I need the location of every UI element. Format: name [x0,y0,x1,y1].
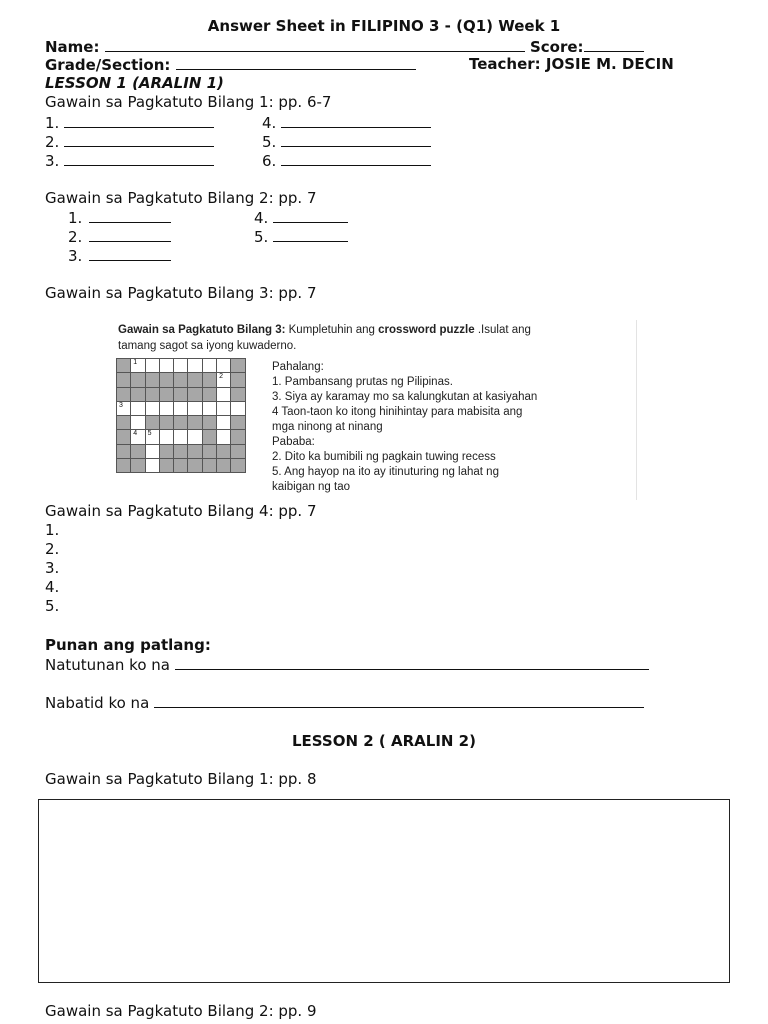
crossword-clues [272,360,537,495]
punan-title: Punan ang patlang: [45,636,211,654]
score-blank[interactable] [584,37,644,52]
g2-num: 2. [68,228,83,246]
g2-num: 4. [254,209,269,227]
score-label: Score: [529,38,584,56]
l2-g1-title: Gawain sa Pagkatuto Bilang 1: pp. 8 [45,770,317,788]
grade-label: Grade/Section: [45,56,171,74]
lesson2-title: LESSON 2 ( ARALIN 2) [292,732,476,750]
g1-title: Gawain sa Pagkatuto Bilang 1: pp. 6-7 [45,93,332,111]
cell-number: 4 [133,430,138,438]
cell-number: 5 [147,430,152,438]
g1-right-list [262,113,431,170]
instruction-bold: crossword puzzle [378,324,475,336]
cell-number: 3 [119,401,123,409]
g4-item[interactable]: 1. [45,521,60,539]
g4-item[interactable]: 2. [45,540,60,558]
g1-num: 5. [262,133,277,151]
nabatid-label: Nabatid ko na [45,694,150,712]
grade-blank[interactable] [176,55,416,70]
g1-num: 4. [262,114,277,132]
answer-blank[interactable] [281,132,431,147]
nabatid-row [45,693,644,713]
answer-blank[interactable] [89,246,171,261]
g2-title: Gawain sa Pagkatuto Bilang 2: pp. 7 [45,189,317,207]
g4-item[interactable]: 4. [45,578,60,596]
g4-title: Gawain sa Pagkatuto Bilang 4: pp. 7 [45,502,317,520]
clue-heading: Pahalang: [272,361,324,373]
answer-blank[interactable] [89,227,171,242]
g3-title: Gawain sa Pagkatuto Bilang 3: pp. 7 [45,284,317,302]
nabatid-blank[interactable] [154,693,644,708]
answer-blank[interactable] [281,113,431,128]
g2-num: 1. [68,209,83,227]
answer-blank[interactable] [273,227,348,242]
instruction-bold: Gawain sa Pagkatuto Bilang 3: [118,324,286,336]
crossword-instructions-line2: tamang sagot sa iyong kuwaderno. [118,340,297,352]
g2-left-list [68,208,171,265]
clue-heading: Pababa: [272,436,315,448]
instruction-text: .Isulat ang [477,324,531,336]
name-blank[interactable] [105,37,525,52]
g1-num: 3. [45,152,60,170]
natutunan-blank[interactable] [175,655,649,670]
instruction-text: Kumpletuhin ang [288,324,375,336]
answer-blank[interactable] [273,208,348,223]
answer-blank[interactable] [64,132,214,147]
l2-g2-title: Gawain sa Pagkatuto Bilang 2: pp. 9 [45,1002,317,1020]
natutunan-label: Natutunan ko na [45,656,170,674]
g1-num: 1. [45,114,60,132]
clue: 2. Dito ka bumibili ng pagkain tuwing recess [272,451,496,463]
g4-item[interactable]: 3. [45,559,60,577]
crossword-instructions [118,323,531,338]
g1-num: 2. [45,133,60,151]
g2-right-list [254,208,348,246]
cell-number: 2 [219,373,223,381]
crossword-grid [116,358,246,473]
g4-item[interactable]: 5. [45,597,60,615]
clue: 5. Ang hayop na ito ay itinuturing ng lahat ng [272,466,499,478]
answer-blank[interactable] [64,113,214,128]
grade-row [45,55,416,75]
name-row [45,37,644,57]
sheet-title: Answer Sheet in FILIPINO 3 - (Q1) Week 1 [207,17,561,35]
g2-num: 5. [254,228,269,246]
g1-left-list [45,113,214,170]
g2-num: 3. [68,247,83,265]
clue: 1. Pambansang prutas ng Pilipinas. [272,376,453,388]
clue: kaibigan ng tao [272,481,351,493]
answer-blank[interactable] [64,151,214,166]
natutunan-row [45,655,649,675]
crossword-activity-image [112,320,637,500]
g1-num: 6. [262,152,277,170]
cell-number: 1 [133,359,138,366]
lesson1-title: LESSON 1 (ARALIN 1) [45,74,224,92]
answer-blank[interactable] [281,151,431,166]
clue: 4 Taon-taon ko itong hinihintay para mabisita ang [272,406,523,418]
clue: 3. Siya ay karamay mo sa kalungkutan at kasiyahan [272,391,538,403]
answer-blank[interactable] [89,208,171,223]
g4-list [45,521,59,616]
answer-box[interactable] [38,799,730,983]
name-label: Name: [45,38,100,56]
clue: mga ninong at ninang [272,421,383,433]
teacher-name: Teacher: JOSIE M. DECIN [469,55,674,73]
